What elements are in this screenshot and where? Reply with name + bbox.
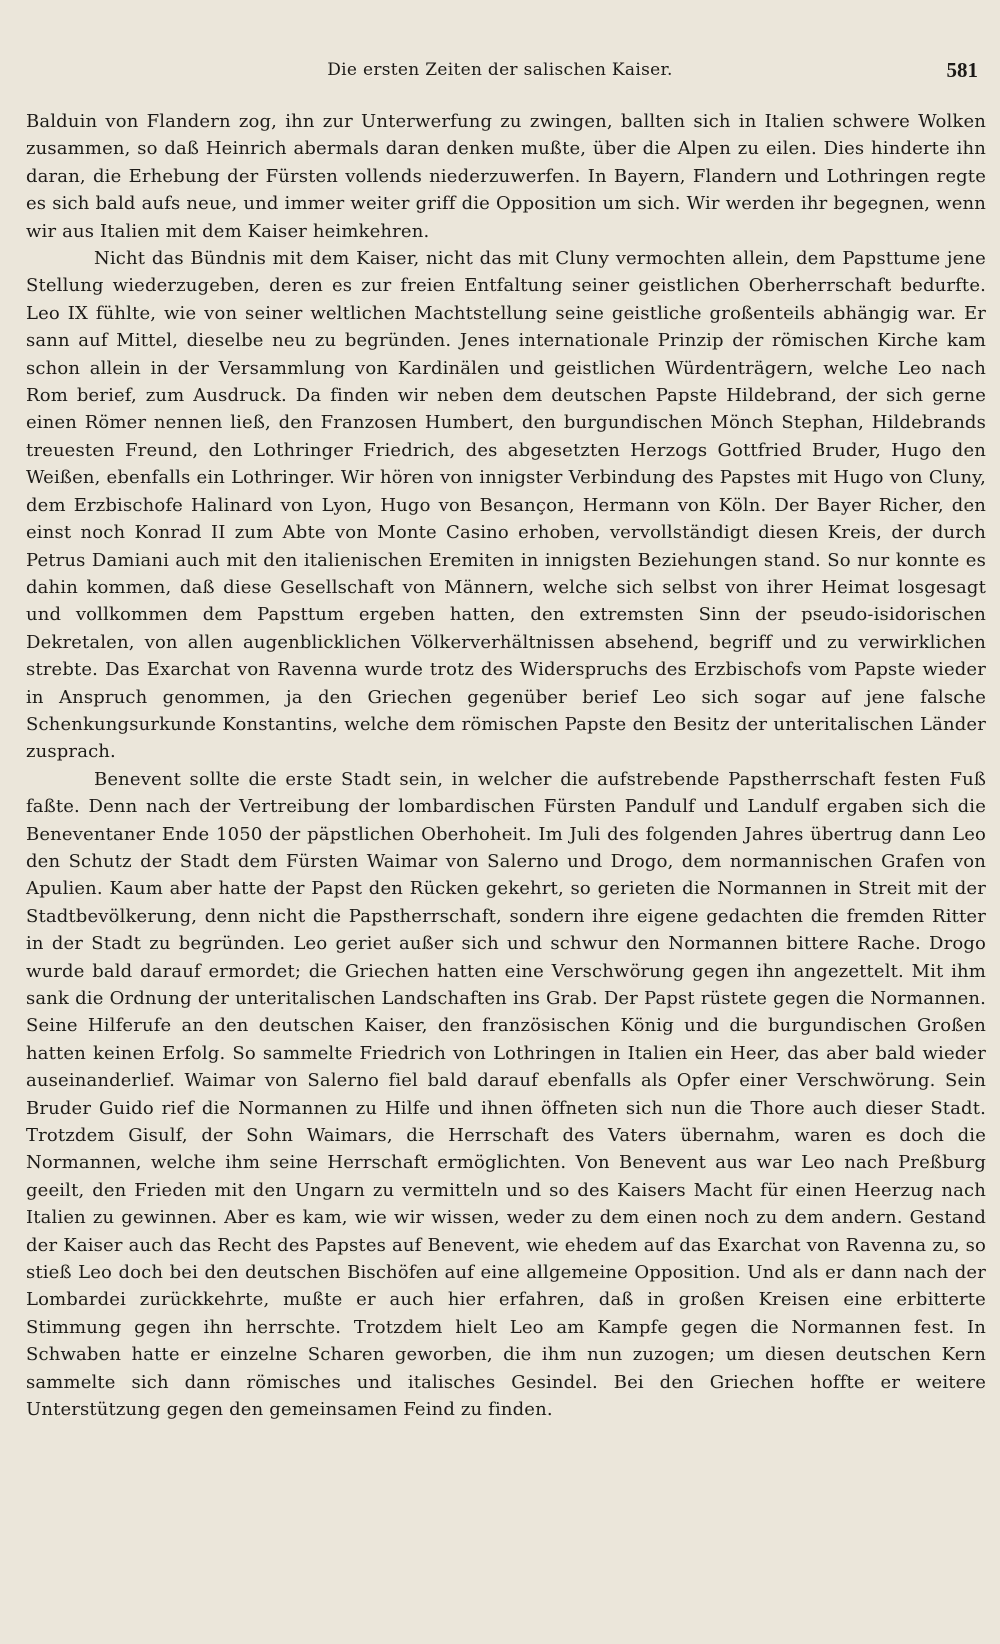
paragraph-1: Balduin von Flandern zog, ihn zur Unterwerfung zu zwingen, ballten sich in Italien schwere Wolken zusammen, so daß Heinrich abermals daran denken mußte, über die Alpen zu eilen. Dies hinderte ihn daran, die Erhebung der Fürsten vollends niederzuwerfen. In Bayern, Flandern und Lothringen regte es sich bald aufs neue, und immer weiter griff die Opposition um sich. Wir werden ihr begegnen, wenn wir aus Italien mit dem Kaiser heimkehren. [26, 111, 986, 242]
paragraph-2: Nicht das Bündnis mit dem Kaiser, nicht das mit Cluny vermochten allein, dem Papsttume jene Stellung wiederzugeben, deren es zur freien Entfaltung seiner geistlichen Oberherrschaft bedurfte. Leo IX fühlte, wie von seiner weltlichen Machtstellung seine geistliche großenteils abhängig war. Er sann auf Mittel, dieselbe neu zu begründen. Jenes internationale Prinzip der römischen Kirche kam schon allein in der Versammlung von Kardinälen und geistlichen Würdenträgern, welche Leo nach Rom berief, zum Ausdruck. Da finden wir neben dem deutschen Papste Hildebrand, der sich gerne einen Römer nennen ließ, den Franzosen Humbert, den burgundischen Mönch Stephan, Hildebrands treuesten Freund, den Lothringer Friedrich, des abgesetzten Herzogs Gottfried Bruder, Hugo den Weißen, ebenfalls ein Lothringer. Wir hören von innigster Verbindung des Papstes mit Hugo von Cluny, dem Erzbischofe Halinard von Lyon, Hugo von Besançon, Hermann von Köln. Der Bayer Richer, den einst noch Konrad II zum Abte von Monte Casino erhoben, vervollständigt diesen Kreis, der durch Petrus Damiani auch mit den italienischen Eremiten in innigsten Beziehungen stand. So nur konnte es dahin kommen, daß diese Gesellschaft von Männern, welche sich selbst von ihrer Heimat losgesagt und vollkommen dem Papsttum ergeben hatten, den extremsten Sinn der pseudo-isidorischen Dekretalen, von allen augenblicklichen Völkerverhältnissen absehend, begriff und zu verwirklichen strebte. Das Exarchat von Ravenna wurde trotz des Widerspruchs des Erzbischofs vom Papste wieder in Anspruch genommen, ja den Griechen gegenüber berief Leo sich sogar auf jene falsche Schenkungsurkunde Konstantins, welche dem römischen Papste den Besitz der unteritalischen Länder zusprach. [26, 248, 986, 763]
page-number: 581 [946, 58, 978, 82]
running-title: Die ersten Zeiten der salischen Kaiser. [327, 60, 673, 80]
paragraph-3: Benevent sollte die erste Stadt sein, in welcher die aufstrebende Papstherrschaft festen Fuß faßte. Denn nach der Vertreibung der lombardischen Fürsten Pandulf und Landulf ergaben sich die Beneventaner Ende 1050 der päpstlichen Oberhoheit. Im Juli des folgenden Jahres übertrug dann Leo den Schutz der Stadt dem Fürsten Waimar von Salerno und Drogo, dem normannischen Grafen von Apulien. Kaum aber hatte der Papst den Rücken gekehrt, so gerieten die Normannen in Streit mit der Stadtbevölkerung, denn nicht die Papstherrschaft, sondern ihre eigene gedachten die fremden Ritter in der Stadt zu begründen. Leo geriet außer sich und schwur den Normannen bittere Rache. Drogo wurde bald darauf ermordet; die Griechen hatten eine Verschwörung gegen ihn angezettelt. Mit ihm sank die Ordnung der unteritalischen Landschaften ins Grab. Der Papst rüstete gegen die Normannen. Seine Hilferufe an den deutschen Kaiser, den französischen König und die burgundischen Großen hatten keinen Erfolg. So sammelte Friedrich von Lothringen in Italien ein Heer, das aber bald wieder auseinanderlief. Waimar von Salerno fiel bald darauf ebenfalls als Opfer einer Verschwörung. Sein Bruder Guido rief die Normannen zu Hilfe und ihnen öffneten sich nun die Thore auch dieser Stadt. Trotzdem Gisulf, der Sohn Waimars, die Herrschaft des Vaters übernahm, waren es doch die Normannen, welche ihm seine Herrschaft ermöglichten. Von Benevent aus war Leo nach Preßburg geeilt, den Frieden mit den Ungarn zu vermitteln und so des Kaisers Macht für einen Heerzug nach Italien zu gewinnen. Aber es kam, wie wir wissen, weder zu dem einen noch zu dem andern. Gestand der Kaiser auch das Recht des Papstes auf Benevent, wie ehedem auf das Exarchat von Ravenna zu, so stieß Leo doch bei den deutschen Bischöfen auf eine allgemeine Opposition. Und als er dann nach der Lombardei zurückkehrte, mußte er auch hier erfahren, daß in großen Kreisen eine erbitterte Stimmung gegen ihn herrschte. Trotzdem hielt Leo am Kampfe gegen die Normannen fest. In Schwaben hatte er einzelne Scharen geworben, die ihm nun zuzogen; um diesen deutschen Kern sammelte sich dann römisches und italisches Gesindel. Bei den Griechen hoffte er weitere Unterstützung gegen den gemeinsamen Feind zu finden. [26, 768, 986, 1421]
page-header [22, 54, 978, 94]
body-text [26, 108, 986, 1424]
